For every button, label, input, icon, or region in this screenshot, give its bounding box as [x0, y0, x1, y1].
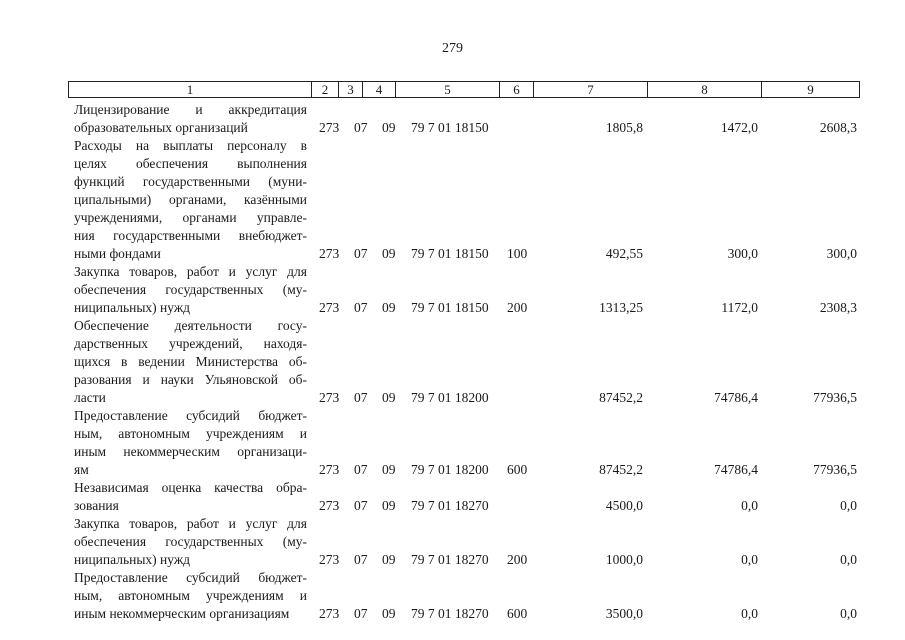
description-line: ниципальных) нужд: [74, 552, 191, 567]
subsection-code: 09: [382, 606, 396, 621]
expense-type-code: 200: [507, 552, 528, 567]
subsection-code: 09: [382, 120, 396, 135]
subsection-code: 09: [382, 300, 396, 315]
section-code: 07: [354, 462, 368, 477]
amount-col-9: 77936,5: [813, 462, 857, 477]
target-article-code: 79 7 01 18200: [411, 462, 489, 477]
header-col-9: 9: [807, 82, 814, 97]
ministry-code: 273: [319, 300, 340, 315]
subsection-code: 09: [382, 498, 396, 513]
row-description: [74, 479, 307, 515]
description-line: щихся в ведении Министерства об-: [74, 354, 307, 369]
amount-col-9: 77936,5: [813, 390, 857, 405]
description-line: ным, автономным учреждениям и: [74, 426, 307, 441]
description-line: Закупка товаров, работ и услуг для: [74, 264, 307, 279]
amount-col-9: 0,0: [840, 606, 857, 621]
amount-col-8: 300,0: [727, 246, 758, 261]
ministry-code: 273: [319, 498, 340, 513]
description-line: ципальными) органами, казёнными: [74, 192, 307, 207]
description-line: функций государственными (муни-: [74, 174, 307, 189]
header-col-7: 7: [534, 82, 648, 97]
section-code: 07: [354, 300, 368, 315]
ministry-code: 273: [319, 246, 340, 261]
table-row: [0, 137, 905, 263]
row-description: [74, 317, 307, 407]
amount-col-7: 4500,0: [605, 498, 643, 513]
amount-col-7: 3500,0: [605, 606, 643, 621]
amount-col-9: 0,0: [840, 498, 857, 513]
header-col-2: 2: [312, 82, 339, 97]
table-row: [0, 479, 905, 515]
description-line: Предоставление субсидий бюджет-: [74, 570, 307, 585]
description-line: иным некоммерческим организациям: [74, 606, 290, 621]
description-line: Предоставление субсидий бюджет-: [74, 408, 307, 423]
target-article-code: 79 7 01 18150: [411, 300, 489, 315]
table-row: [0, 263, 905, 317]
amount-col-7: 492,55: [605, 246, 643, 261]
table-row: [0, 407, 905, 479]
description-line: ласти: [74, 390, 106, 405]
section-code: 07: [354, 246, 368, 261]
header-col-4: 4: [363, 82, 396, 97]
subsection-code: 09: [382, 390, 396, 405]
description-line: ными фондами: [74, 246, 161, 261]
amount-col-7: 87452,2: [599, 390, 643, 405]
row-description: [74, 407, 307, 479]
amount-col-9: 0,0: [840, 552, 857, 567]
row-description: [74, 137, 307, 263]
row-description: [74, 101, 307, 137]
description-line: Закупка товаров, работ и услуг для: [74, 516, 307, 531]
description-line: ным, автономным учреждениям и: [74, 588, 307, 603]
section-code: 07: [354, 552, 368, 567]
ministry-code: 273: [319, 120, 340, 135]
description-line: обеспечения государственных (му-: [74, 282, 307, 297]
description-line: ям: [74, 462, 89, 477]
table-row: [0, 101, 905, 137]
amount-col-8: 0,0: [741, 606, 758, 621]
amount-col-7: 87452,2: [599, 462, 643, 477]
ministry-code: 273: [319, 552, 340, 567]
amount-col-8: 0,0: [741, 498, 758, 513]
amount-col-8: 0,0: [741, 552, 758, 567]
description-line: Независимая оценка качества обра-: [74, 480, 307, 495]
table-row: [0, 569, 905, 623]
target-article-code: 79 7 01 18150: [411, 246, 489, 261]
section-code: 07: [354, 498, 368, 513]
description-line: ниципальных) нужд: [74, 300, 191, 315]
description-line: иным некоммерческим организаци-: [74, 444, 307, 459]
description-line: Обеспечение деятельности госу-: [74, 318, 307, 333]
amount-col-8: 1172,0: [721, 300, 758, 315]
target-article-code: 79 7 01 18200: [411, 390, 489, 405]
amount-col-8: 74786,4: [714, 462, 758, 477]
amount-col-7: 1000,0: [605, 552, 643, 567]
header-col-3: 3: [339, 82, 363, 97]
amount-col-9: 300,0: [826, 246, 857, 261]
target-article-code: 79 7 01 18270: [411, 552, 489, 567]
page-number: 279: [442, 41, 463, 56]
row-description: [74, 569, 307, 623]
amount-col-8: 1472,0: [720, 120, 758, 135]
description-line: Расходы на выплаты персоналу в: [74, 138, 307, 153]
amount-col-7: 1805,8: [605, 120, 643, 135]
table-row: [0, 317, 905, 407]
ministry-code: 273: [319, 606, 340, 621]
table-header-row: [68, 81, 860, 98]
subsection-code: 09: [382, 552, 396, 567]
section-code: 07: [354, 390, 368, 405]
header-col-5: 5: [396, 82, 500, 97]
subsection-code: 09: [382, 462, 396, 477]
description-line: целях обеспечения выполнения: [74, 156, 307, 171]
description-line: образовательных организаций: [74, 120, 248, 135]
subsection-code: 09: [382, 246, 396, 261]
expense-type-code: 100: [507, 246, 528, 261]
target-article-code: 79 7 01 18270: [411, 498, 489, 513]
target-article-code: 79 7 01 18150: [411, 120, 489, 135]
description-line: дарственных учреждений, находя-: [74, 336, 307, 351]
amount-col-9: 2608,3: [819, 120, 857, 135]
target-article-code: 79 7 01 18270: [411, 606, 489, 621]
description-line: учреждениями, органами управле-: [74, 210, 307, 225]
expense-type-code: 600: [507, 462, 528, 477]
description-line: Лицензирование и аккредитация: [74, 102, 307, 117]
row-description: [74, 263, 307, 317]
section-code: 07: [354, 606, 368, 621]
amount-col-8: 74786,4: [714, 390, 758, 405]
description-line: ния государственными внебюджет-: [74, 228, 307, 243]
description-line: зования: [74, 498, 119, 513]
row-description: [74, 515, 307, 569]
ministry-code: 273: [319, 462, 340, 477]
header-col-1: 1: [69, 82, 312, 97]
ministry-code: 273: [319, 390, 340, 405]
header-col-8: 8: [648, 82, 762, 97]
description-line: разования и науки Ульяновской об-: [74, 372, 307, 387]
description-line: обеспечения государственных (му-: [74, 534, 307, 549]
header-col-6: 6: [500, 82, 534, 97]
expense-type-code: 200: [507, 300, 528, 315]
table-row: [0, 515, 905, 569]
amount-col-7: 1313,25: [599, 300, 643, 315]
section-code: 07: [354, 120, 368, 135]
expense-type-code: 600: [507, 606, 528, 621]
amount-col-9: 2308,3: [819, 300, 857, 315]
